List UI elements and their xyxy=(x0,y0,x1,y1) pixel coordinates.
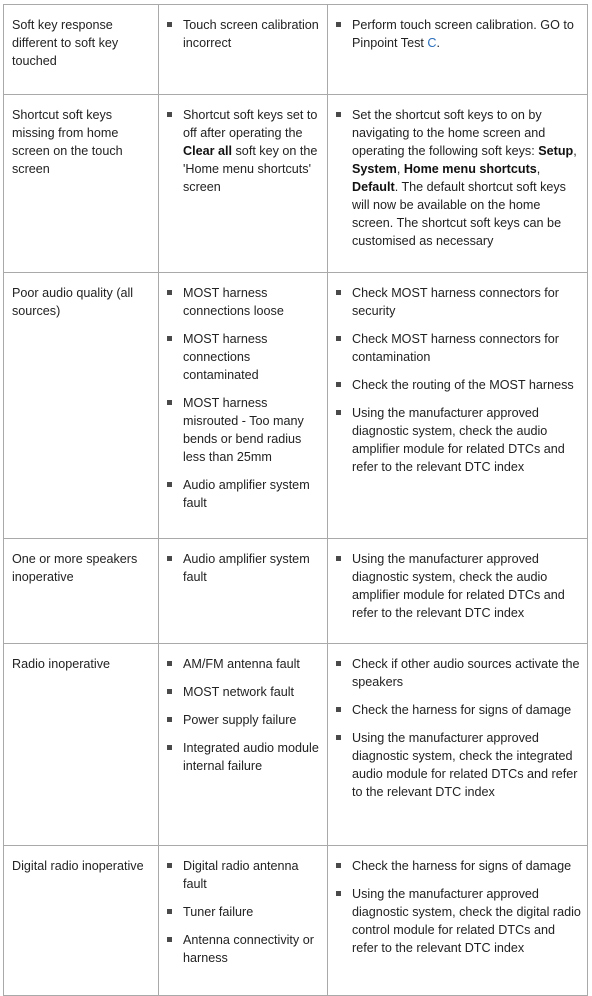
table-row xyxy=(4,846,588,996)
text-segment: Perform touch screen calibration. GO to Pinpoint Test xyxy=(352,18,574,50)
symptom-text: Radio inoperative xyxy=(12,657,111,671)
symptom-cell xyxy=(4,5,159,95)
text-segment: Shortcut soft keys set to off after operating the xyxy=(183,108,318,140)
cause-item xyxy=(167,550,321,586)
bold-term: Setup xyxy=(538,144,574,158)
cause-item xyxy=(167,903,321,921)
possible-cause-cell xyxy=(159,5,328,95)
bullet-icon xyxy=(167,290,172,295)
diagnostic-table-container xyxy=(3,4,587,996)
cause-item xyxy=(167,330,321,384)
action-list xyxy=(336,550,581,622)
action-cell xyxy=(328,539,588,644)
action-list xyxy=(336,106,581,250)
cause-item xyxy=(167,655,321,673)
cause-item xyxy=(167,931,321,967)
list-item-text: Digital radio antenna fault xyxy=(183,859,299,891)
possible-cause-cell xyxy=(159,273,328,539)
action-list xyxy=(336,16,581,52)
list-item-text: Using the manufacturer approved diagnostic system, check the audio amplifier module for related DTCs and refer to the relevant DTC index xyxy=(352,552,565,620)
table-row xyxy=(4,273,588,539)
cause-list xyxy=(167,106,321,196)
bullet-icon xyxy=(336,735,341,740)
bullet-icon xyxy=(167,112,172,117)
symptom-cell xyxy=(4,846,159,996)
bullet-icon xyxy=(167,400,172,405)
list-item-text: Integrated audio module internal failure xyxy=(183,741,319,773)
symptom-cell xyxy=(4,539,159,644)
action-item xyxy=(336,885,581,957)
text-segment: . The default shortcut soft keys will now be available on the home screen. The shortcut soft keys can be customised as necessary xyxy=(352,180,566,248)
bullet-icon xyxy=(167,745,172,750)
action-item xyxy=(336,404,581,476)
cause-list xyxy=(167,857,321,967)
list-item-text: MOST network fault xyxy=(183,685,295,699)
action-list xyxy=(336,284,581,476)
cause-item xyxy=(167,16,321,52)
action-list xyxy=(336,655,581,801)
table-row xyxy=(4,644,588,846)
list-item-text: Check the harness for signs of damage xyxy=(352,859,572,873)
bold-term: Home menu shortcuts xyxy=(403,162,537,176)
cause-item xyxy=(167,739,321,775)
list-item-text: Using the manufacturer approved diagnostic system, check the audio amplifier module for related DTCs and refer to the relevant DTC index xyxy=(352,406,565,474)
list-item-text: Using the manufacturer approved diagnostic system, check the digital radio control module for related DTCs and refer to the relevant DTC index xyxy=(352,887,581,955)
bullet-icon xyxy=(336,661,341,666)
action-item xyxy=(336,106,581,250)
list-item-text: Audio amplifier system fault xyxy=(183,478,310,510)
list-item-text: Antenna connectivity or harness xyxy=(183,933,314,965)
symptom-text: Poor audio quality (all sources) xyxy=(12,286,134,318)
bullet-icon xyxy=(167,909,172,914)
cause-list xyxy=(167,550,321,586)
action-item xyxy=(336,550,581,622)
bullet-icon xyxy=(336,336,341,341)
list-item-text: Power supply failure xyxy=(183,713,297,727)
text-segment: , xyxy=(536,162,541,176)
action-item xyxy=(336,701,581,719)
bullet-icon xyxy=(336,382,341,387)
action-item xyxy=(336,857,581,875)
bullet-icon xyxy=(336,290,341,295)
list-item-text xyxy=(183,108,317,194)
table-body xyxy=(4,5,588,996)
cause-list xyxy=(167,655,321,775)
possible-cause-cell xyxy=(159,846,328,996)
bullet-icon xyxy=(336,556,341,561)
list-item-text: Check if other audio sources activate the speakers xyxy=(352,657,580,689)
possible-cause-cell xyxy=(159,95,328,273)
bullet-icon xyxy=(167,556,172,561)
bullet-icon xyxy=(336,112,341,117)
list-item-text xyxy=(352,18,574,50)
action-item xyxy=(336,655,581,691)
cause-item xyxy=(167,106,321,196)
bullet-icon xyxy=(167,717,172,722)
list-item-text: Check the harness for signs of damage xyxy=(352,703,572,717)
list-item-text: MOST harness misrouted - Too many bends or bend radius less than 25mm xyxy=(183,396,304,464)
bullet-icon xyxy=(336,891,341,896)
action-item xyxy=(336,284,581,320)
action-cell xyxy=(328,95,588,273)
symptom-cell xyxy=(4,273,159,539)
action-item xyxy=(336,330,581,366)
bullet-icon xyxy=(167,689,172,694)
cause-list xyxy=(167,284,321,512)
list-item-text: Check the routing of the MOST harness xyxy=(352,378,574,392)
action-cell xyxy=(328,846,588,996)
action-cell xyxy=(328,644,588,846)
bullet-icon xyxy=(336,863,341,868)
bullet-icon xyxy=(167,482,172,487)
cause-item xyxy=(167,284,321,320)
cause-item xyxy=(167,683,321,701)
table-row xyxy=(4,539,588,644)
text-segment: , xyxy=(573,144,577,158)
bold-term: Clear all xyxy=(183,144,233,158)
cause-item xyxy=(167,476,321,512)
symptom-text: Soft key response different to soft key touched xyxy=(12,18,119,68)
bullet-icon xyxy=(336,22,341,27)
text-segment: . xyxy=(436,36,440,50)
bullet-icon xyxy=(167,22,172,27)
bold-term: Default xyxy=(352,180,395,194)
list-item-text: Check MOST harness connectors for security xyxy=(352,286,559,318)
bold-term: System xyxy=(352,162,397,176)
action-item xyxy=(336,16,581,52)
symptom-cell xyxy=(4,95,159,273)
table-row xyxy=(4,5,588,95)
list-item-text: Tuner failure xyxy=(183,905,254,919)
action-item xyxy=(336,729,581,801)
bullet-icon xyxy=(167,863,172,868)
bullet-icon xyxy=(336,410,341,415)
bullet-icon xyxy=(167,937,172,942)
text-segment: , xyxy=(396,162,404,176)
list-item-text: MOST harness connections loose xyxy=(183,286,284,318)
cause-item xyxy=(167,711,321,729)
action-cell xyxy=(328,5,588,95)
symptom-text: Shortcut soft keys missing from home screen on the touch screen xyxy=(12,108,123,176)
text-segment: soft key on the 'Home menu shortcuts' screen xyxy=(183,144,318,194)
possible-cause-cell xyxy=(159,644,328,846)
list-item-text: AM/FM antenna fault xyxy=(183,657,300,671)
action-list xyxy=(336,857,581,957)
list-item-text: Audio amplifier system fault xyxy=(183,552,310,584)
symptom-text: One or more speakers inoperative xyxy=(12,552,138,584)
possible-cause-cell xyxy=(159,539,328,644)
list-item-text: Check MOST harness connectors for contamination xyxy=(352,332,559,364)
list-item-text: Touch screen calibration incorrect xyxy=(183,18,319,50)
bullet-icon xyxy=(167,661,172,666)
cause-list xyxy=(167,16,321,52)
pinpoint-test-link[interactable]: C xyxy=(427,36,437,50)
text-segment: Set the shortcut soft keys to on by navigating to the home screen and operating the following soft keys: xyxy=(352,108,546,158)
bullet-icon xyxy=(336,707,341,712)
symptom-text: Digital radio inoperative xyxy=(12,859,144,873)
action-item xyxy=(336,376,581,394)
cause-item xyxy=(167,394,321,466)
symptom-cell xyxy=(4,644,159,846)
list-item-text: MOST harness connections contaminated xyxy=(183,332,268,382)
cause-item xyxy=(167,857,321,893)
symptom-chart-table xyxy=(3,4,588,996)
bullet-icon xyxy=(167,336,172,341)
table-row xyxy=(4,95,588,273)
list-item-text: Using the manufacturer approved diagnostic system, check the integrated audio module for related DTCs and refer to the relevant DTC index xyxy=(352,731,578,799)
list-item-text xyxy=(352,108,577,248)
action-cell xyxy=(328,273,588,539)
